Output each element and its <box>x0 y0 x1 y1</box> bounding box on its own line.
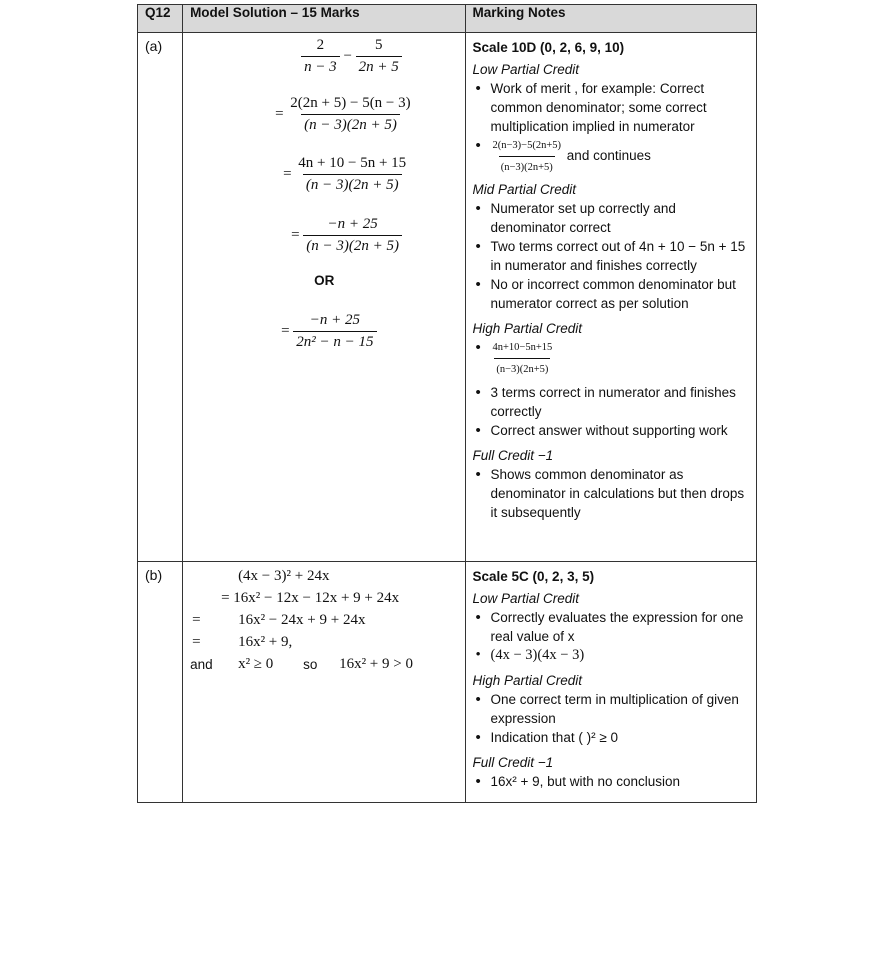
part-b-solution <box>183 562 465 803</box>
part-a-solution <box>183 33 465 562</box>
b-line-3-eq: = <box>192 612 201 628</box>
part-b-high-list <box>473 690 749 747</box>
part-a-high-title: High Partial Credit <box>472 321 583 336</box>
or-text: OR <box>314 273 335 288</box>
step-3: = $\frac{4n + 10 - 5n + 15}{(n - 3)(2n + 5)}$ <box>283 155 407 193</box>
part-b-low-1: • Correctly evaluates the expression for one real value of x <box>473 608 749 646</box>
part-a-low-1: • Work of merit , for example: Correct common denominator; some correct multiplication implied in numerator <box>473 79 749 136</box>
part-a-row <box>138 33 757 562</box>
part-b-scale: Scale 5C (0, 2, 3, 5) <box>472 569 595 584</box>
part-b-notes <box>465 562 756 803</box>
b-line-5-and: and <box>190 657 213 672</box>
b-line-5-b: 16x² + 9 > 0 <box>339 656 413 672</box>
step-2: = $\frac{2(2n + 5) - 5(n - 3)}{(n - 3)(2n + 5)}$ <box>275 95 411 133</box>
b-line-5-a: x² ≥ 0 <box>238 656 274 672</box>
step-1: $\frac{2}{n - 3}$ − $\frac{5}{2n + 5}$ <box>301 37 402 76</box>
part-b-low-list <box>473 608 749 665</box>
part-a-high-1: • $\frac{4n+10-5n+15}{(n-3)(2n+5)}$ <box>473 338 749 379</box>
part-b-low-2: • (4x − 3)(4x − 3) <box>473 646 749 665</box>
question-number: Q12 <box>138 5 183 33</box>
part-a-label: (a) <box>138 33 183 562</box>
solution-header: Model Solution – 15 Marks <box>183 5 465 33</box>
b-line-2: = 16x² − 12x − 12x + 9 + 24x <box>221 590 400 606</box>
part-a-low-list <box>473 79 749 177</box>
part-a-mid-3: • No or incorrect common denominator but numerator correct as per solution <box>473 275 749 313</box>
part-a-scale: Scale 10D (0, 2, 6, 9, 10) <box>472 40 625 55</box>
part-a-high-2: • 3 terms correct in numerator and finishes correctly <box>473 383 749 421</box>
part-b-high-2: • Indication that ( )² ≥ 0 <box>473 728 749 747</box>
part-a-notes <box>465 33 756 562</box>
part-b-full-list <box>473 772 749 791</box>
part-a-mid-2: • Two terms correct out of 4n + 10 − 5n + 15 in numerator and finishes correctly <box>473 237 749 275</box>
part-a-high-3: • Correct answer without supporting work <box>473 421 749 440</box>
b-line-4-eq: = <box>192 634 201 650</box>
part-a-mid-1: • Numerator set up correctly and denominator correct <box>473 199 749 237</box>
part-a-full-1: • Shows common denominator as denominator in calculations but then drops it subsequently <box>473 465 749 522</box>
part-b-row <box>138 562 757 803</box>
b-line-1: (4x − 3)² + 24x <box>238 568 330 584</box>
part-b-full-1: • 16x² + 9, but with no conclusion <box>473 772 749 791</box>
part-a-low-title: Low Partial Credit <box>472 62 580 77</box>
part-b-high-1: • One correct term in multiplication of given expression <box>473 690 749 728</box>
part-a-full-list <box>473 465 749 522</box>
part-a-full-title: Full Credit −1 <box>472 448 554 463</box>
part-b-label: (b) <box>138 562 183 803</box>
part-a-mid-title: Mid Partial Credit <box>472 182 577 197</box>
step-4: = $\frac{-n + 25}{(n - 3)(2n + 5)}$ <box>291 216 402 255</box>
part-b-low-title: Low Partial Credit <box>472 591 580 606</box>
notes-header: Marking Notes <box>465 5 756 33</box>
part-a-mid-list <box>473 199 749 313</box>
b-line-3: 16x² − 24x + 9 + 24x <box>238 612 366 628</box>
header-row <box>138 5 757 33</box>
part-a-high-list <box>473 338 749 440</box>
step-5: = $\frac{-n + 25}{\text{2n² − n − 15}}$ <box>281 312 376 351</box>
b-line-4: 16x² + 9, <box>238 634 293 650</box>
b-line-5-so: so <box>303 657 318 672</box>
marking-scheme <box>137 4 757 803</box>
part-b-high-title: High Partial Credit <box>472 673 583 688</box>
part-a-low-2: • $\frac{2(n-3)-5(2n+5)}{(n-3)(2n+5)}$ and continues <box>473 136 749 177</box>
marking-table <box>137 4 757 803</box>
part-b-full-title: Full Credit −1 <box>472 755 554 770</box>
